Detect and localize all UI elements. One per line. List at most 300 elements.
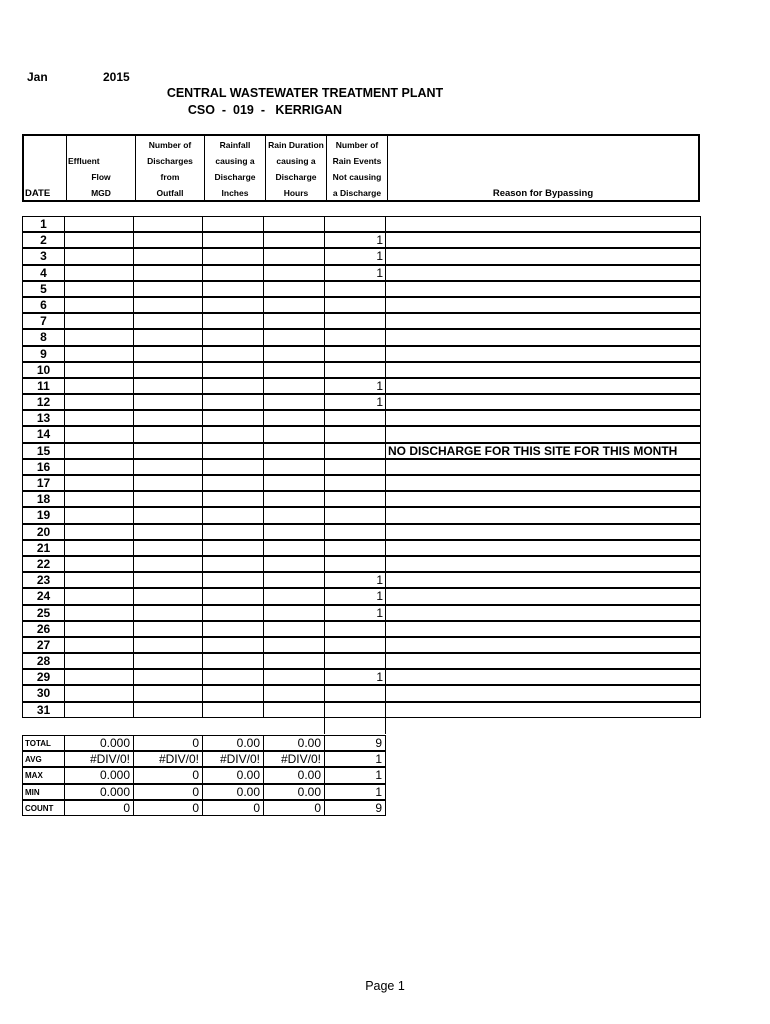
- rain-events-cell: 1: [324, 669, 386, 685]
- data-cell: [263, 281, 325, 297]
- totals-value: 0: [263, 800, 325, 816]
- totals-value: 1: [324, 751, 386, 767]
- table-row: [22, 410, 700, 426]
- data-cell: [202, 702, 264, 718]
- data-cell: [202, 637, 264, 653]
- data-cell: [263, 669, 325, 685]
- reason-cell: [385, 426, 701, 442]
- data-cell: [133, 394, 203, 410]
- rain-events-cell: 1: [324, 394, 386, 410]
- data-cell: [133, 410, 203, 426]
- data-cell: [263, 572, 325, 588]
- data-cell: [133, 329, 203, 345]
- data-cell: [263, 232, 325, 248]
- data-cell: [263, 362, 325, 378]
- totals-value: 0.00: [202, 767, 264, 783]
- data-cell: [263, 265, 325, 281]
- day-cell: 8: [22, 329, 65, 345]
- col-date: [24, 136, 66, 200]
- totals-value: 0.00: [202, 784, 264, 800]
- reason-cell: [385, 410, 701, 426]
- col-reason: [387, 136, 698, 200]
- rain-events-cell: [324, 346, 386, 362]
- col-effluent-l2: Flow: [91, 172, 111, 182]
- data-cell: [133, 653, 203, 669]
- totals-value: 1: [324, 784, 386, 800]
- data-cell: [263, 540, 325, 556]
- totals-value: #DIV/0!: [263, 751, 325, 767]
- table-row: [22, 232, 700, 248]
- data-cell: [64, 362, 134, 378]
- rain-events-cell: [324, 621, 386, 637]
- rain-events-cell: 1: [324, 378, 386, 394]
- data-cell: [133, 346, 203, 362]
- data-cell: [64, 669, 134, 685]
- data-cell: [263, 216, 325, 232]
- data-cell: [133, 605, 203, 621]
- data-cell: [64, 297, 134, 313]
- reason-cell: [385, 540, 701, 556]
- data-cell: [263, 621, 325, 637]
- totals-value: #DIV/0!: [133, 751, 203, 767]
- col-rainfall: [204, 136, 265, 200]
- data-cell: [263, 507, 325, 523]
- rain-events-cell: [324, 459, 386, 475]
- rain-events-cell: 1: [324, 572, 386, 588]
- totals-value: 0: [133, 784, 203, 800]
- col-effluent-l3: MGD: [91, 188, 111, 198]
- data-cell: [202, 265, 264, 281]
- data-cell: [263, 394, 325, 410]
- data-cell: [202, 621, 264, 637]
- rain-events-cell: [324, 443, 386, 459]
- data-cell: [263, 653, 325, 669]
- day-cell: 20: [22, 524, 65, 540]
- data-cell: [202, 426, 264, 442]
- data-cell: [133, 313, 203, 329]
- data-cell: [263, 443, 325, 459]
- totals-value: #DIV/0!: [202, 751, 264, 767]
- data-cell: [202, 556, 264, 572]
- rain-events-cell: [324, 653, 386, 669]
- reason-cell: [385, 605, 701, 621]
- table-row: [22, 572, 700, 588]
- day-cell: 3: [22, 248, 65, 264]
- reason-cell: [385, 216, 701, 232]
- reason-cell: [385, 637, 701, 653]
- data-cell: [263, 426, 325, 442]
- rain-events-cell: [324, 426, 386, 442]
- data-cell: [133, 524, 203, 540]
- data-cell: [202, 669, 264, 685]
- table-row: [22, 248, 700, 264]
- data-cell: [202, 394, 264, 410]
- col-events-l1: Number of: [335, 140, 379, 150]
- day-cell: 7: [22, 313, 65, 329]
- rain-events-cell: [324, 297, 386, 313]
- day-cell: 24: [22, 588, 65, 604]
- data-cell: [202, 248, 264, 264]
- data-cell: [263, 248, 325, 264]
- data-cell: [202, 410, 264, 426]
- day-cell: 12: [22, 394, 65, 410]
- data-cell: [64, 572, 134, 588]
- data-cell: [133, 621, 203, 637]
- day-cell: 6: [22, 297, 65, 313]
- table-row: [22, 281, 700, 297]
- totals-value: 0: [133, 767, 203, 783]
- rain-events-cell: [324, 685, 386, 701]
- totals-value: 0.00: [202, 735, 264, 751]
- reason-cell: [385, 669, 701, 685]
- data-cell: [202, 540, 264, 556]
- reason-cell: [385, 653, 701, 669]
- day-cell: 18: [22, 491, 65, 507]
- totals-value: 0: [202, 800, 264, 816]
- data-cell: [263, 297, 325, 313]
- day-cell: 23: [22, 572, 65, 588]
- rain-events-cell: [324, 556, 386, 572]
- day-cell: 4: [22, 265, 65, 281]
- data-cell: [133, 426, 203, 442]
- data-cell: [133, 248, 203, 264]
- totals-value: 0.00: [263, 735, 325, 751]
- col-discharges-l4: Outfall: [156, 188, 184, 198]
- table-row: [22, 605, 700, 621]
- reason-cell: [385, 507, 701, 523]
- data-cell: [202, 281, 264, 297]
- data-cell: [202, 378, 264, 394]
- data-cell: [64, 605, 134, 621]
- data-cell: [64, 491, 134, 507]
- data-cell: [64, 281, 134, 297]
- table-row: [22, 507, 700, 523]
- reason-cell: [385, 329, 701, 345]
- table-row: [22, 491, 700, 507]
- rain-events-cell: [324, 524, 386, 540]
- data-cell: [64, 637, 134, 653]
- reason-cell: [385, 685, 701, 701]
- col-events-l3: Not causing: [332, 172, 382, 182]
- day-cell: 30: [22, 685, 65, 701]
- data-cell: [133, 443, 203, 459]
- data-cell: [202, 491, 264, 507]
- data-cell: [133, 265, 203, 281]
- data-cell: [64, 216, 134, 232]
- data-cell: [64, 685, 134, 701]
- col-duration-l3: Discharge: [275, 172, 317, 182]
- rain-events-cell: 1: [324, 588, 386, 604]
- data-cell: [133, 216, 203, 232]
- data-cell: [202, 588, 264, 604]
- day-cell: 21: [22, 540, 65, 556]
- totals-value: 0.000: [64, 784, 134, 800]
- totals-label: MAX: [22, 767, 65, 783]
- data-cell: [202, 475, 264, 491]
- report-month: Jan: [27, 70, 48, 84]
- day-cell: 31: [22, 702, 65, 718]
- data-cell: [133, 297, 203, 313]
- data-cell: [64, 378, 134, 394]
- totals-label: AVG: [22, 751, 65, 767]
- data-cell: [64, 556, 134, 572]
- table-row: [22, 540, 700, 556]
- day-cell: 27: [22, 637, 65, 653]
- data-cell: [133, 232, 203, 248]
- day-cell: 22: [22, 556, 65, 572]
- data-cell: [64, 459, 134, 475]
- data-cell: [202, 216, 264, 232]
- data-cell: [202, 313, 264, 329]
- reason-cell: [385, 362, 701, 378]
- data-cell: [202, 685, 264, 701]
- col-effluent-l1: Effluent: [68, 156, 100, 166]
- data-cell: [133, 637, 203, 653]
- data-cell: [202, 524, 264, 540]
- reason-cell: [385, 556, 701, 572]
- data-cell: [64, 540, 134, 556]
- col-discharges-l1: Number of: [148, 140, 192, 150]
- col-duration-l4: Hours: [283, 188, 309, 198]
- table-row: [22, 524, 700, 540]
- reason-cell: [385, 702, 701, 718]
- day-cell: 15: [22, 443, 65, 459]
- data-cell: [133, 588, 203, 604]
- data-cell: [64, 394, 134, 410]
- data-cell: [263, 329, 325, 345]
- data-cell: [202, 459, 264, 475]
- table-row: [22, 459, 700, 475]
- rain-events-cell: [324, 491, 386, 507]
- totals-value: #DIV/0!: [64, 751, 134, 767]
- reason-cell: [385, 248, 701, 264]
- col-discharges: [135, 136, 204, 200]
- data-cell: [64, 248, 134, 264]
- day-cell: 10: [22, 362, 65, 378]
- data-cell: [263, 378, 325, 394]
- data-cell: [133, 540, 203, 556]
- rain-events-cell: [324, 540, 386, 556]
- data-cell: [64, 507, 134, 523]
- col-discharges-l2: Discharges: [147, 156, 193, 166]
- report-subtitle: CSO - 019 - KERRIGAN: [187, 103, 343, 117]
- rain-events-cell: [324, 362, 386, 378]
- data-cell: [263, 475, 325, 491]
- data-cell: [263, 588, 325, 604]
- reason-cell: [385, 621, 701, 637]
- day-cell: 19: [22, 507, 65, 523]
- data-cell: [133, 362, 203, 378]
- day-cell: 29: [22, 669, 65, 685]
- day-cell: 13: [22, 410, 65, 426]
- totals-value: 0.000: [64, 735, 134, 751]
- data-cell: [64, 265, 134, 281]
- data-cell: [133, 281, 203, 297]
- data-cell: [64, 443, 134, 459]
- table-row: [22, 443, 700, 459]
- reason-cell: [385, 265, 701, 281]
- data-cell: [202, 572, 264, 588]
- table-row: [22, 637, 700, 653]
- spacer-row: [22, 718, 700, 734]
- data-cell: [202, 362, 264, 378]
- reason-cell: [385, 378, 701, 394]
- data-cell: [64, 329, 134, 345]
- rain-events-cell: [324, 637, 386, 653]
- table-row: [22, 475, 700, 491]
- data-cell: [263, 605, 325, 621]
- col-events-l4: a Discharge: [332, 188, 382, 198]
- table-row: [22, 702, 700, 718]
- data-cell: [64, 232, 134, 248]
- rain-events-cell: 1: [324, 248, 386, 264]
- data-cell: [263, 702, 325, 718]
- table-row: [22, 297, 700, 313]
- report-title: CENTRAL WASTEWATER TREATMENT PLANT: [166, 86, 444, 100]
- col-effluent: [66, 136, 135, 200]
- data-cell: [202, 507, 264, 523]
- table-row: [22, 313, 700, 329]
- reason-cell: [385, 572, 701, 588]
- table-row: [22, 653, 700, 669]
- data-cell: [133, 507, 203, 523]
- data-cell: [263, 637, 325, 653]
- rain-events-cell: [324, 329, 386, 345]
- day-cell: 14: [22, 426, 65, 442]
- reason-cell: [385, 281, 701, 297]
- col-rainfall-l2: causing a: [215, 156, 255, 166]
- daily-grid: [22, 216, 700, 734]
- data-cell: [202, 329, 264, 345]
- data-cell: [64, 621, 134, 637]
- table-row: [22, 621, 700, 637]
- reason-cell: [385, 394, 701, 410]
- col-duration-l2: causing a: [276, 156, 316, 166]
- data-cell: [202, 653, 264, 669]
- table-row: [22, 329, 700, 345]
- day-cell: 17: [22, 475, 65, 491]
- col-rainfall-l1: Rainfall: [219, 140, 251, 150]
- data-cell: [263, 313, 325, 329]
- data-cell: [263, 524, 325, 540]
- data-cell: [64, 702, 134, 718]
- data-cell: [133, 685, 203, 701]
- col-rainfall-l4: Inches: [221, 188, 249, 198]
- totals-value: 0: [133, 800, 203, 816]
- data-cell: [64, 524, 134, 540]
- totals-value: 0.00: [263, 784, 325, 800]
- rain-events-cell: 1: [324, 265, 386, 281]
- data-cell: [263, 491, 325, 507]
- column-header: [22, 134, 700, 202]
- day-cell: 28: [22, 653, 65, 669]
- col-events-l2: Rain Events: [332, 156, 382, 166]
- data-cell: [263, 556, 325, 572]
- data-cell: [202, 232, 264, 248]
- data-cell: [263, 685, 325, 701]
- totals-value: 9: [324, 800, 386, 816]
- day-cell: 2: [22, 232, 65, 248]
- data-cell: [133, 556, 203, 572]
- table-row: [22, 556, 700, 572]
- rain-events-cell: [324, 475, 386, 491]
- data-cell: [202, 346, 264, 362]
- col-reason-label: Reason for Bypassing: [492, 188, 594, 199]
- totals-value: 0.00: [263, 767, 325, 783]
- totals-value: 1: [324, 767, 386, 783]
- col-discharges-l3: from: [160, 172, 180, 182]
- day-cell: 16: [22, 459, 65, 475]
- rain-events-cell: [324, 410, 386, 426]
- rain-events-cell: [324, 281, 386, 297]
- data-cell: [64, 426, 134, 442]
- reason-cell: [385, 459, 701, 475]
- table-row: [22, 265, 700, 281]
- page-number: Page 1: [365, 979, 405, 993]
- totals-label: TOTAL: [22, 735, 65, 751]
- data-cell: [263, 459, 325, 475]
- day-cell: 11: [22, 378, 65, 394]
- table-row: [22, 588, 700, 604]
- reason-cell: [385, 443, 701, 459]
- rain-events-cell: [324, 216, 386, 232]
- data-cell: [64, 313, 134, 329]
- reason-cell: [385, 475, 701, 491]
- day-cell: 25: [22, 605, 65, 621]
- data-cell: [263, 346, 325, 362]
- reason-cell: [385, 232, 701, 248]
- data-cell: [133, 475, 203, 491]
- reason-cell: [385, 297, 701, 313]
- reason-cell: [385, 524, 701, 540]
- col-rainfall-l3: Discharge: [214, 172, 256, 182]
- totals-label: MIN: [22, 784, 65, 800]
- data-cell: [263, 410, 325, 426]
- rain-events-cell: [324, 702, 386, 718]
- day-cell: 9: [22, 346, 65, 362]
- reason-cell: [385, 313, 701, 329]
- table-row: [22, 685, 700, 701]
- rain-events-cell: 1: [324, 232, 386, 248]
- data-cell: [133, 378, 203, 394]
- reason-text: NO DISCHARGE FOR THIS SITE FOR THIS MONTH: [388, 443, 678, 458]
- table-row: [22, 669, 700, 685]
- data-cell: [133, 459, 203, 475]
- data-cell: [202, 297, 264, 313]
- totals-label: COUNT: [22, 800, 65, 816]
- data-cell: [202, 605, 264, 621]
- day-cell: 26: [22, 621, 65, 637]
- table-row: [22, 346, 700, 362]
- totals-value: 9: [324, 735, 386, 751]
- rain-events-cell: [324, 313, 386, 329]
- data-cell: [133, 669, 203, 685]
- spacer-cell: [324, 718, 386, 734]
- col-date-label: DATE: [25, 188, 51, 199]
- data-cell: [133, 491, 203, 507]
- col-duration: [265, 136, 326, 200]
- data-cell: [64, 346, 134, 362]
- totals-value: 0.000: [64, 767, 134, 783]
- rain-events-cell: [324, 507, 386, 523]
- totals-value: 0: [64, 800, 134, 816]
- rain-events-cell: 1: [324, 605, 386, 621]
- totals-value: 0: [133, 735, 203, 751]
- table-row: [22, 394, 700, 410]
- report-year: 2015: [103, 70, 130, 84]
- data-cell: [64, 410, 134, 426]
- table-row: [22, 362, 700, 378]
